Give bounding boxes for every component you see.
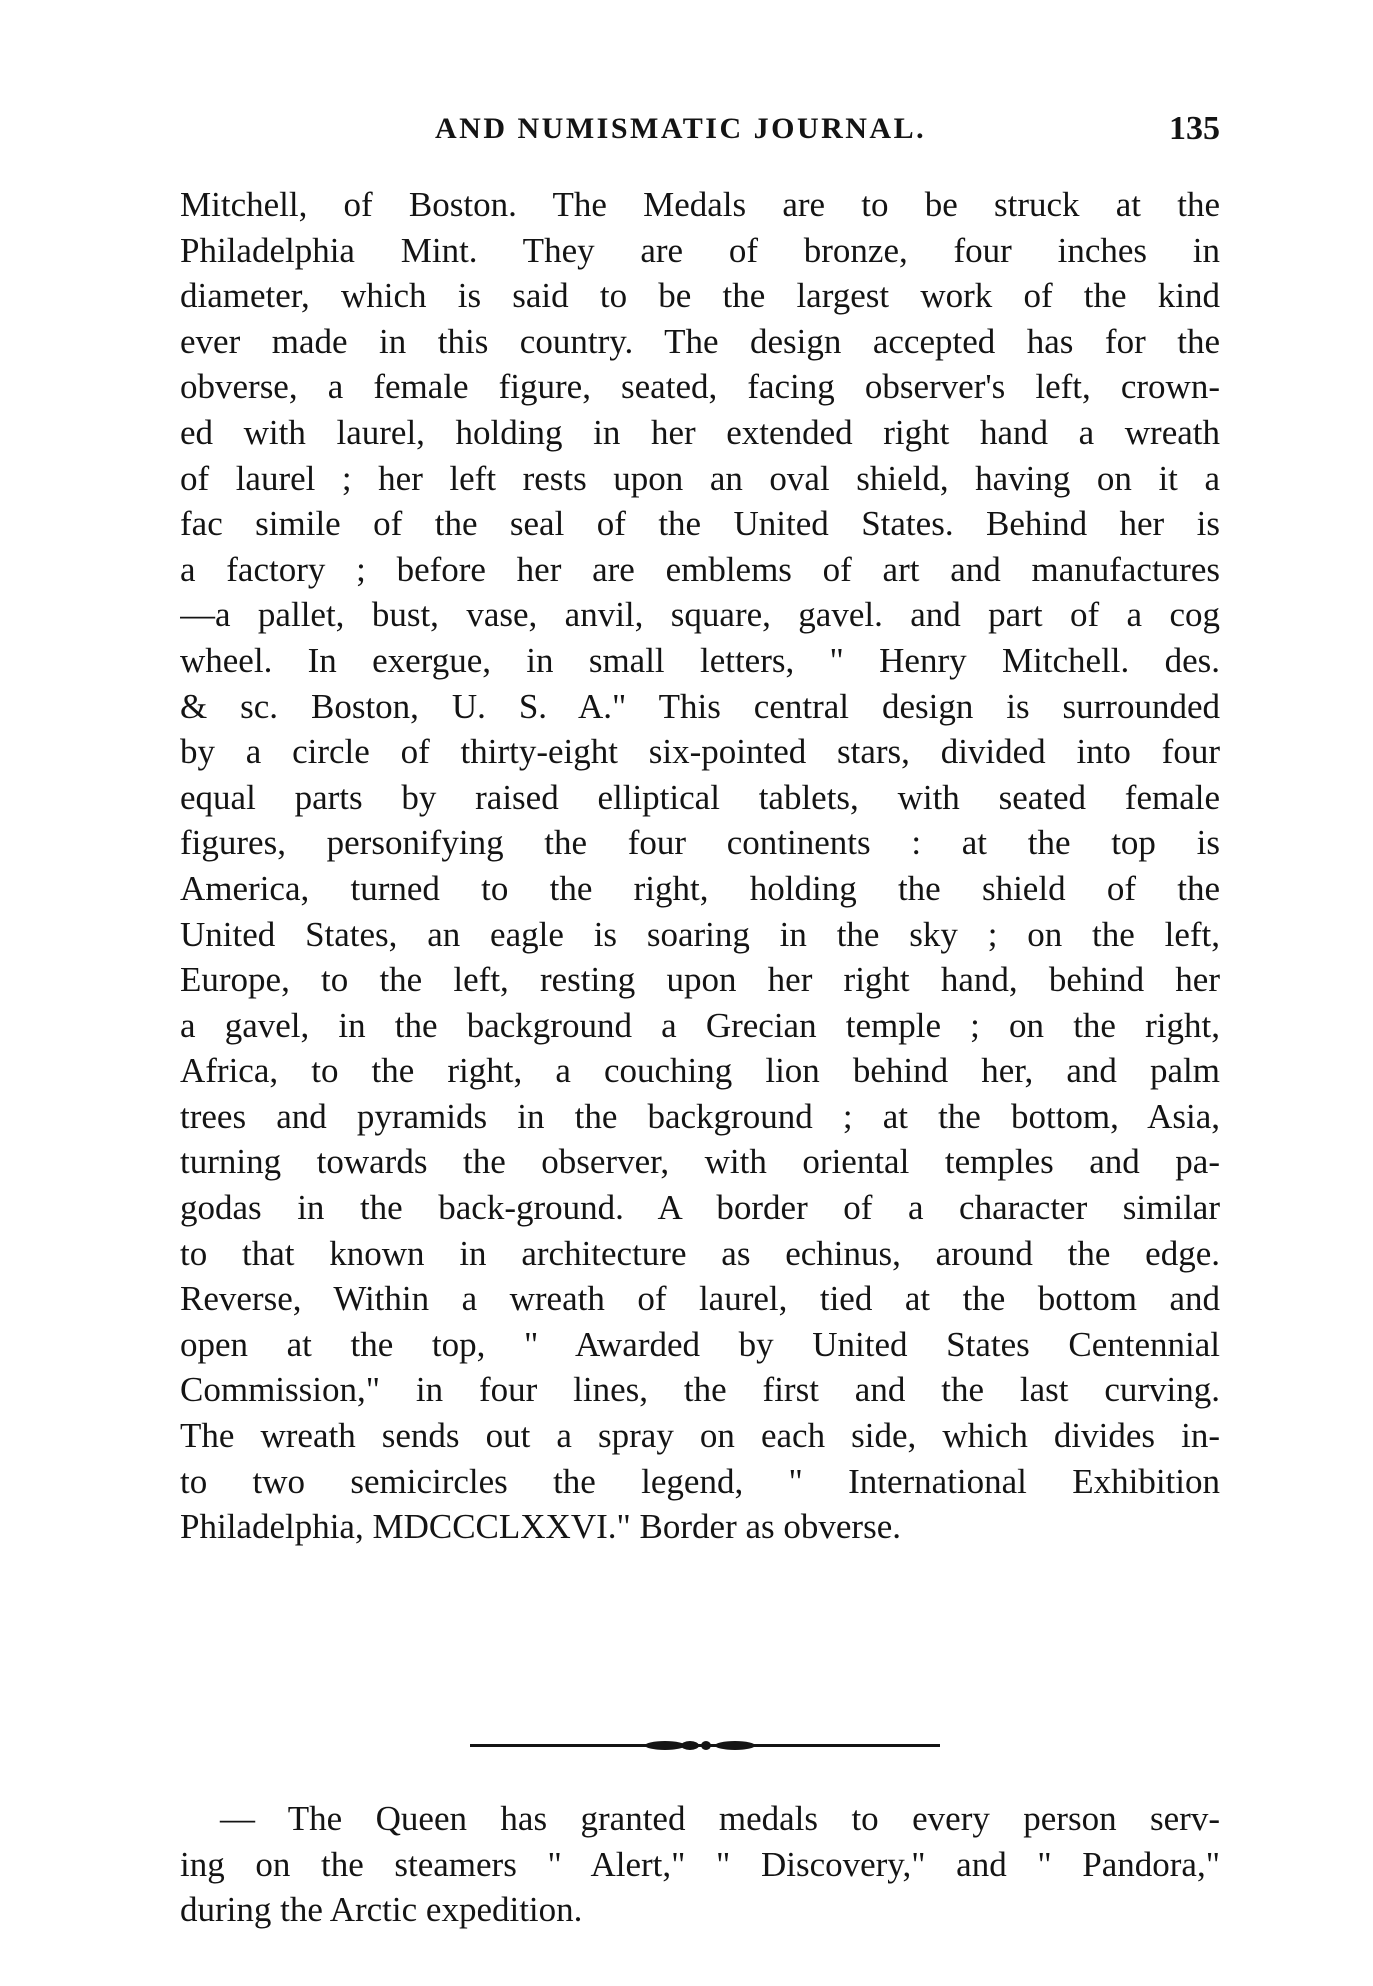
- text-line: turning towards the observer, with oriental temples and pa-: [180, 1142, 1220, 1182]
- text-line: a factory ; before her are emblems of art and manufactures: [180, 549, 1220, 589]
- text-line: ed with laurel, holding in her extended right hand a wreath: [180, 412, 1220, 452]
- text-line: America, turned to the right, holding the shield of the: [180, 868, 1220, 908]
- text-line: equal parts by raised elliptical tablets, with seated female: [180, 777, 1220, 817]
- text-line: to that known in architecture as echinus, around the edge.: [180, 1233, 1220, 1273]
- section-divider: [470, 1740, 940, 1750]
- text-line: Mitchell, of Boston. The Medals are to be struck at the: [180, 185, 1220, 224]
- text-line: Philadelphia, MDCCCLXXVI." Border as obverse.: [180, 1507, 901, 1547]
- running-title: AND NUMISMATIC JOURNAL.: [435, 112, 927, 145]
- text-line: by a circle of thirty-eight six-pointed stars, divided into four: [180, 732, 1220, 772]
- page-number: 135: [1169, 110, 1220, 147]
- text-line: diameter, which is said to be the largest work of the kind: [180, 276, 1220, 316]
- text-line: figures, personifying the four continents : at the top is: [180, 823, 1220, 863]
- text-line: to two semicircles the legend, " International Exhibition: [180, 1461, 1220, 1501]
- text-line: Philadelphia Mint. They are of bronze, four inches in: [180, 230, 1220, 270]
- text-line: obverse, a female figure, seated, facing observer's left, crown-: [180, 367, 1220, 407]
- text-line: fac simile of the seal of the United States. Behind her is: [180, 504, 1220, 544]
- text-line: Reverse, Within a wreath of laurel, tied at the bottom and: [180, 1279, 1220, 1319]
- text-line: trees and pyramids in the background ; at the bottom, Asia,: [180, 1096, 1220, 1136]
- text-line: wheel. In exergue, in small letters, " Henry Mitchell. des.: [180, 640, 1220, 680]
- news-note: [180, 1796, 1220, 1933]
- text-line: — The Queen has granted medals to every person serv-: [220, 1799, 1220, 1838]
- text-line: ing on the steamers " Alert," " Discovery," and " Pandora,": [180, 1844, 1220, 1884]
- text-line: The wreath sends out a spray on each side, which divides in-: [180, 1416, 1220, 1456]
- text-line: Africa, to the right, a couching lion behind her, and palm: [180, 1051, 1220, 1091]
- text-line: of laurel ; her left rests upon an oval shield, having on it a: [180, 458, 1220, 498]
- text-line: a gavel, in the background a Grecian temple ; on the right,: [180, 1005, 1220, 1045]
- text-line: & sc. Boston, U. S. A." This central design is surrounded: [180, 686, 1220, 726]
- text-line: —a pallet, bust, vase, anvil, square, gavel. and part of a cog: [180, 595, 1220, 635]
- text-line: during the Arctic expedition.: [180, 1890, 583, 1930]
- text-line: Commission," in four lines, the first and the last curving.: [180, 1370, 1220, 1410]
- article-body: [180, 182, 1220, 1550]
- page-header: [180, 112, 1220, 162]
- divider-ornament: [645, 1740, 765, 1751]
- text-line: open at the top, " Awarded by United States Centennial: [180, 1324, 1220, 1364]
- text-line: ever made in this country. The design accepted has for the: [180, 321, 1220, 361]
- text-line: Europe, to the left, resting upon her right hand, behind her: [180, 960, 1220, 1000]
- text-line: United States, an eagle is soaring in the sky ; on the left,: [180, 914, 1220, 954]
- text-line: godas in the back-ground. A border of a character similar: [180, 1188, 1220, 1228]
